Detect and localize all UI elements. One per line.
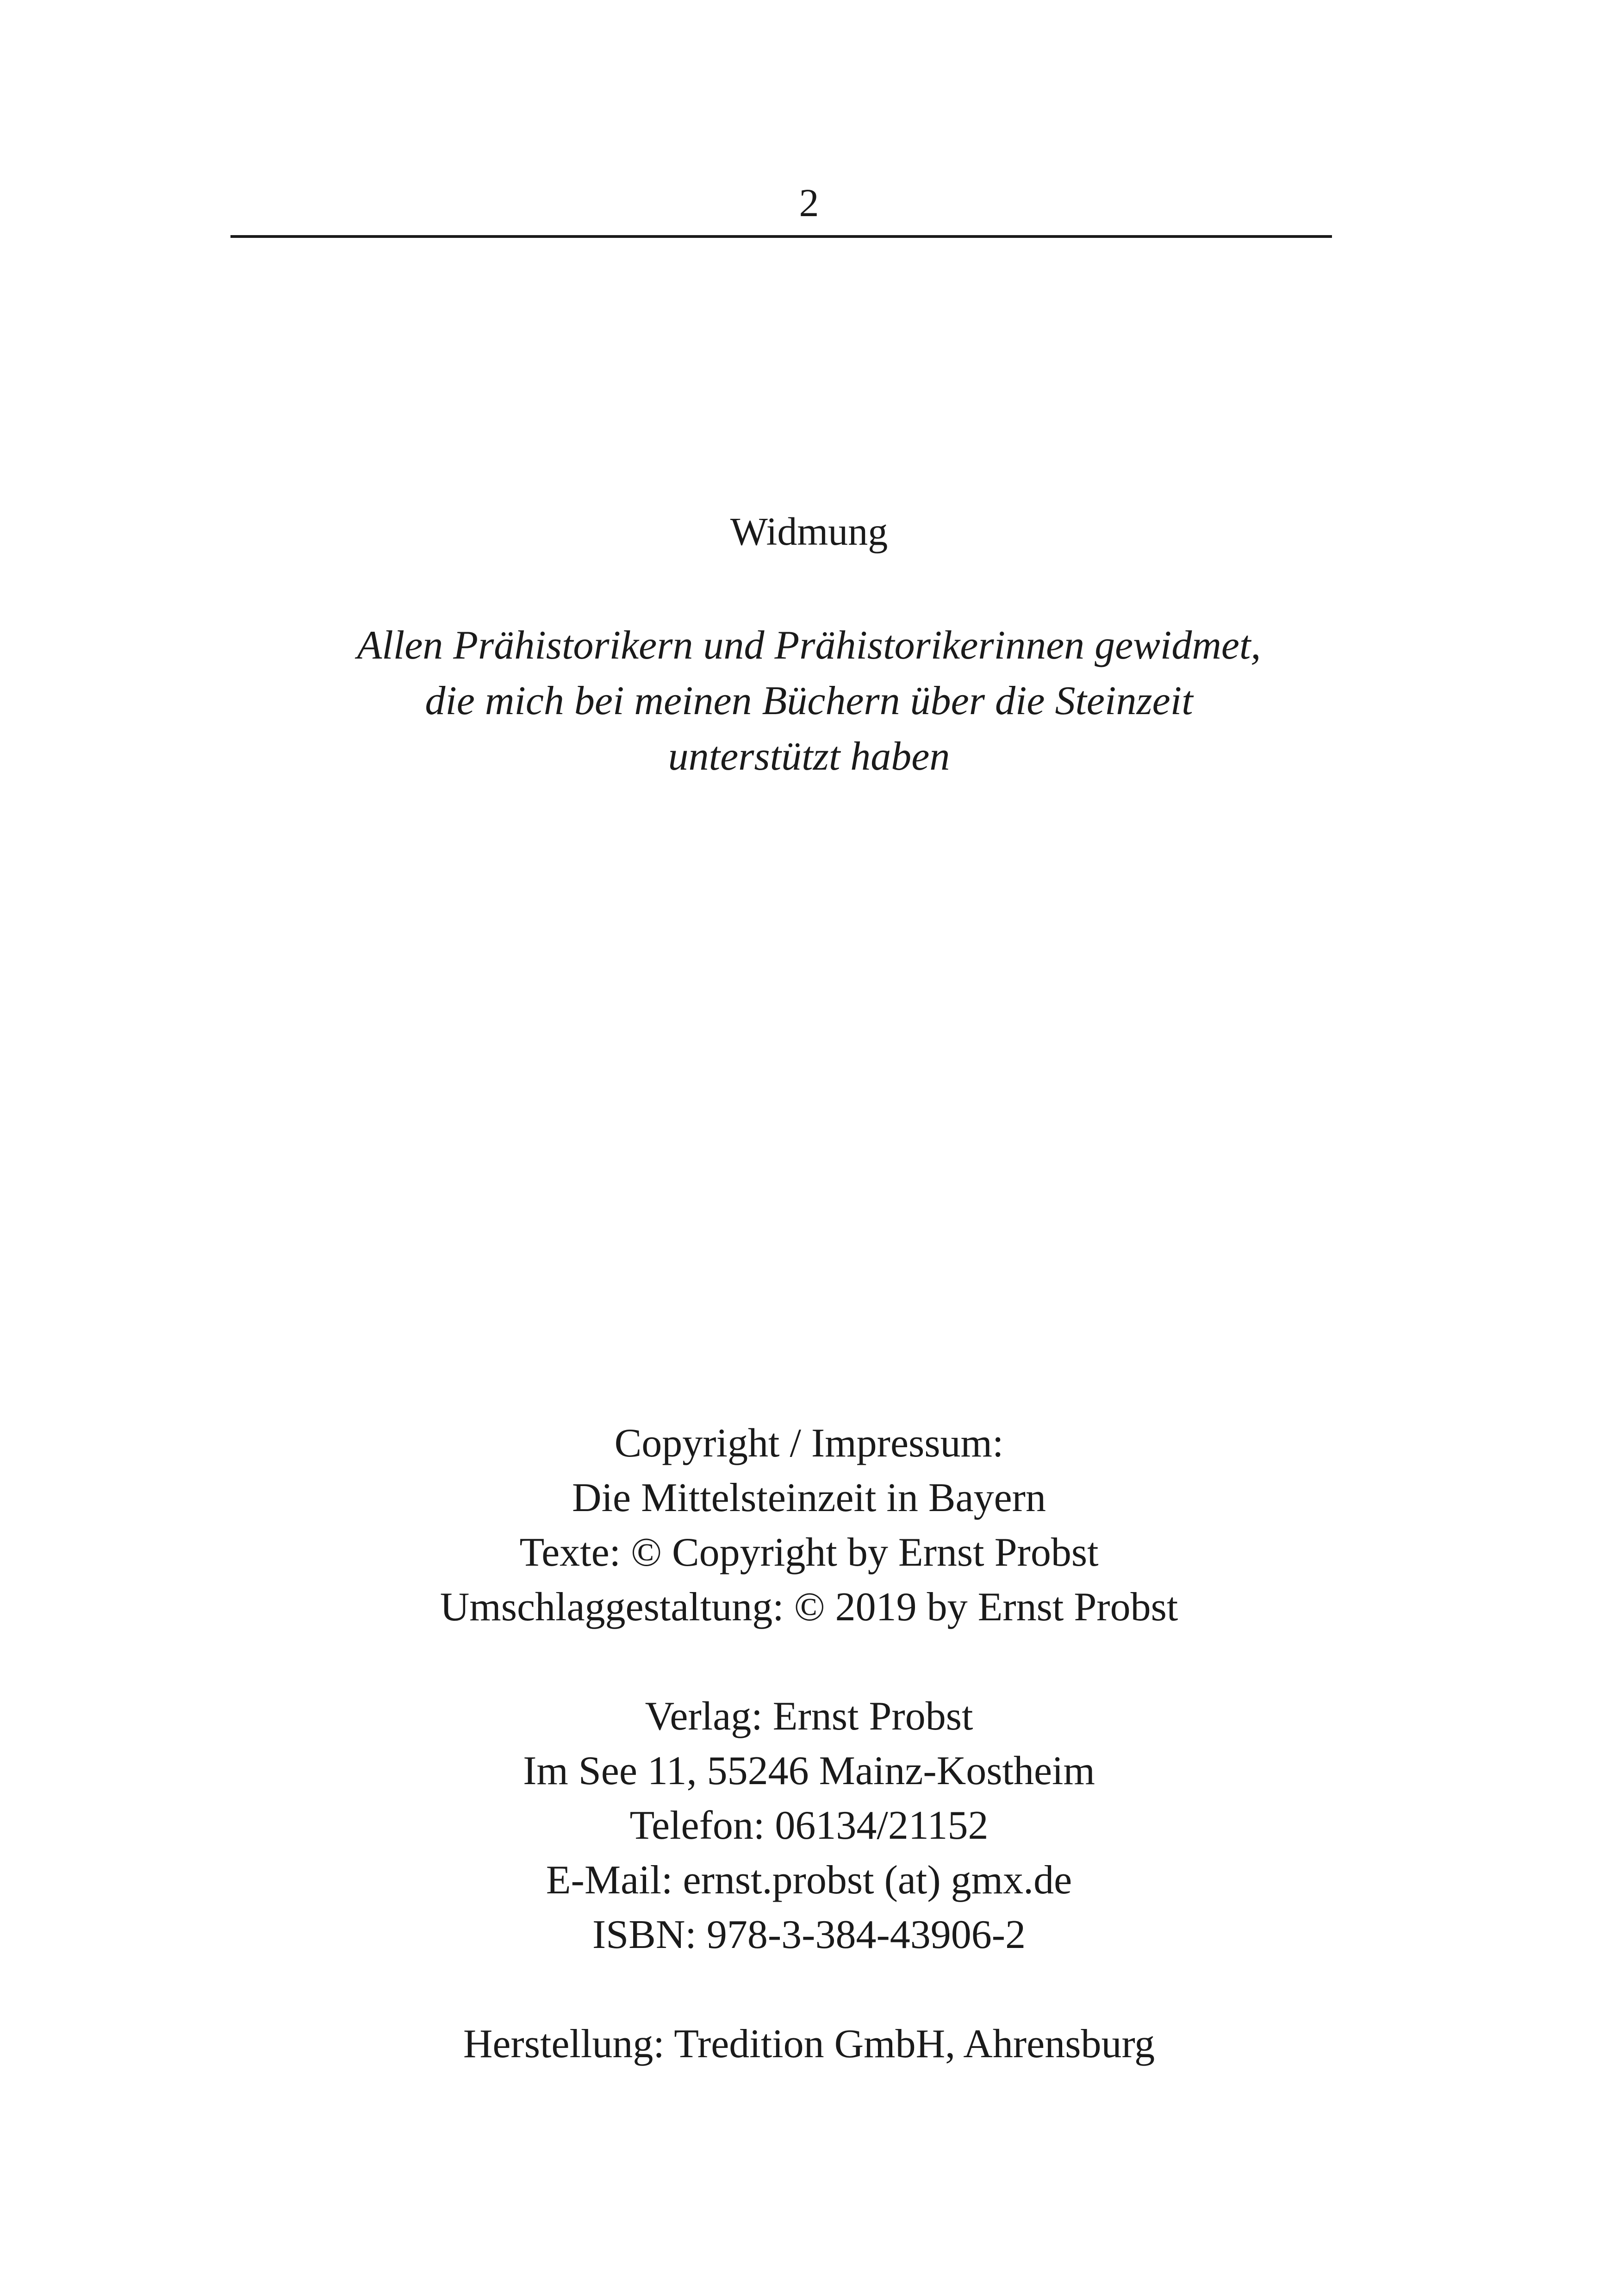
production-section bbox=[0, 2017, 1618, 2072]
copyright-line: Die Mittelsteinzeit in Bayern bbox=[572, 1475, 1046, 1520]
dedication-line: die mich bei meinen Büchern über die Steinzeit bbox=[425, 678, 1193, 723]
dedication-heading: Widmung bbox=[730, 509, 888, 554]
copyright-line: Umschlaggestaltung: © 2019 by Ernst Probst bbox=[440, 1585, 1178, 1630]
publisher-line: Verlag: Ernst Probst bbox=[645, 1694, 973, 1739]
publisher-section bbox=[0, 1689, 1618, 1962]
address-line: Im See 11, 55246 Mainz-Kostheim bbox=[523, 1748, 1095, 1793]
header-rule bbox=[230, 235, 1332, 238]
email-line: E-Mail: ernst.probst (at) gmx.de bbox=[546, 1858, 1072, 1903]
copyright-line: Texte: © Copyright by Ernst Probst bbox=[519, 1530, 1099, 1575]
copyright-section bbox=[0, 1416, 1618, 1635]
imprint bbox=[0, 1416, 1618, 2072]
production-line: Herstellung: Tredition GmbH, Ahrensburg bbox=[463, 2022, 1155, 2066]
section-gap bbox=[0, 1962, 1618, 2017]
section-gap bbox=[0, 1635, 1618, 1689]
page-number: 2 bbox=[799, 180, 819, 225]
copyright-line: Copyright / Impressum: bbox=[614, 1421, 1004, 1466]
dedication-line: Allen Prähistorikern und Prähistorikerinnen gewidmet, bbox=[357, 623, 1261, 668]
isbn-line: ISBN: 978-3-384-43906-2 bbox=[592, 1912, 1026, 1957]
phone-line: Telefon: 06134/21152 bbox=[629, 1803, 989, 1848]
dedication-text bbox=[0, 618, 1618, 784]
dedication-line: unterstützt haben bbox=[668, 734, 950, 779]
